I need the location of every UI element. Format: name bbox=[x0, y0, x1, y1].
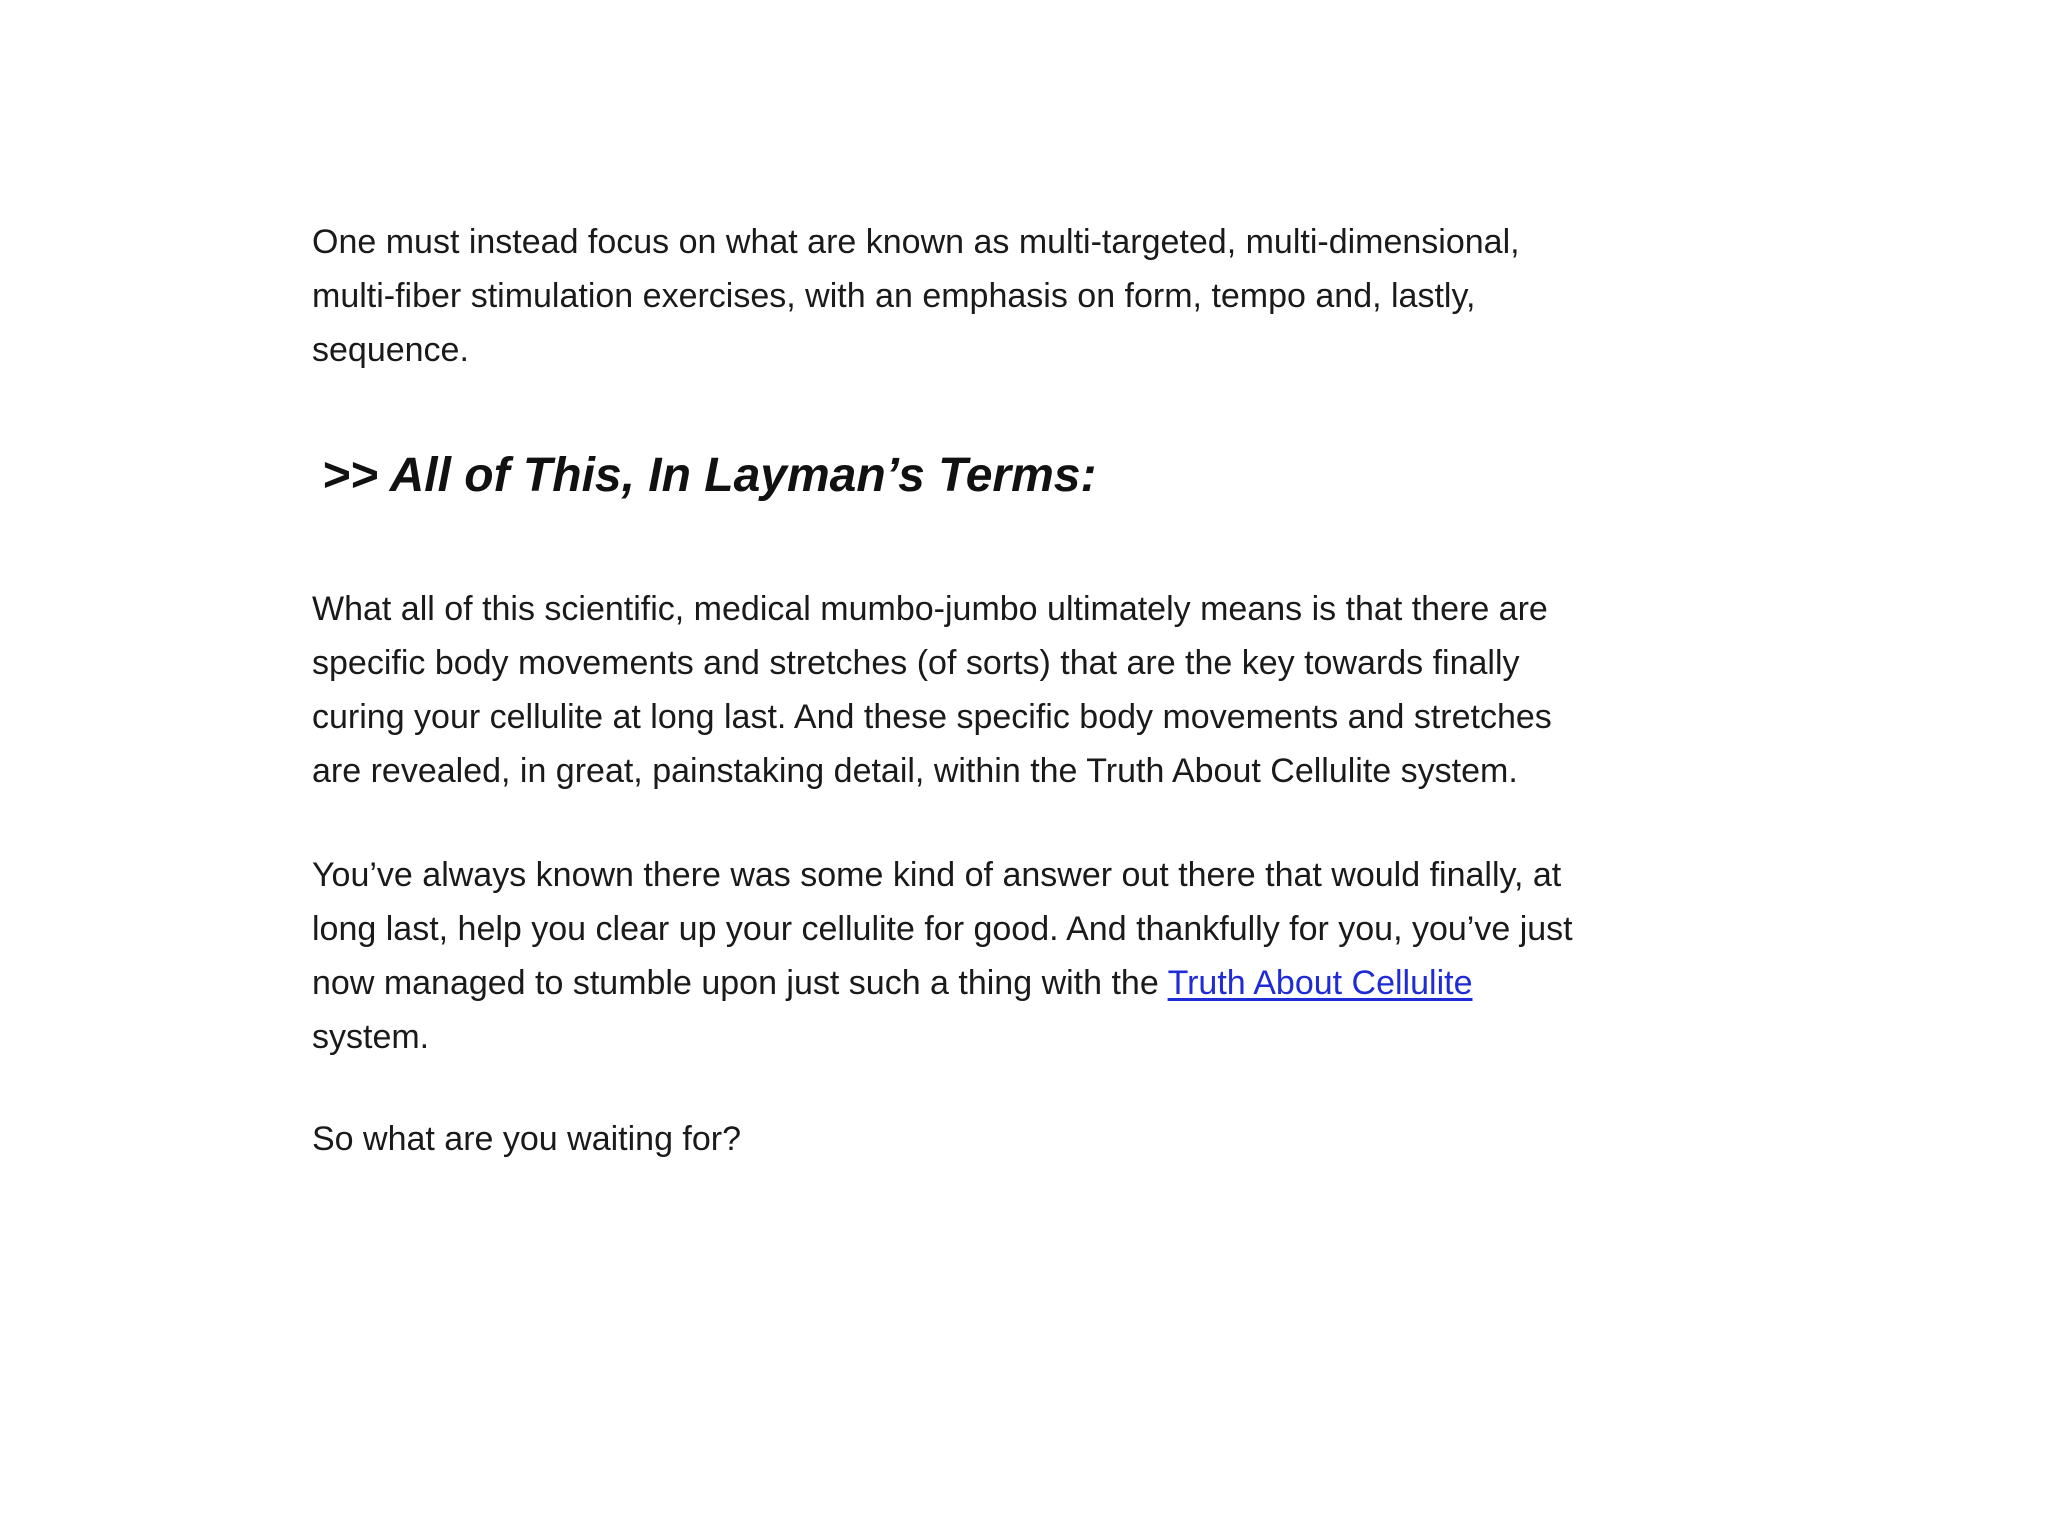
paragraph-closing-question: So what are you waiting for? bbox=[312, 1120, 742, 1158]
paragraph-intro bbox=[312, 215, 1812, 377]
paragraph-line: You’ve always known there was some kind of answer out there that would finally, at bbox=[312, 856, 1562, 894]
paragraph-line-prefix: now managed to stumble upon just such a thing with the bbox=[312, 964, 1168, 1002]
paragraph-line: multi-fiber stimulation exercises, with an emphasis on form, tempo and, lastly, bbox=[312, 277, 1476, 315]
paragraph-line: What all of this scientific, medical mumbo-jumbo ultimately means is that there are bbox=[312, 590, 1548, 628]
paragraph-answer bbox=[312, 848, 1812, 1064]
paragraph-line bbox=[312, 956, 1812, 1010]
paragraph-line: curing your cellulite at long last. And these specific body movements and stretches bbox=[312, 698, 1552, 736]
paragraph-line: sequence. bbox=[312, 331, 469, 369]
paragraph-line: long last, help you clear up your cellulite for good. And thankfully for you, you’ve just bbox=[312, 910, 1573, 948]
paragraph-line: specific body movements and stretches (of sorts) that are the key towards finally bbox=[312, 644, 1520, 682]
section-heading: >> All of This, In Layman’s Terms: bbox=[322, 449, 1097, 502]
truth-about-cellulite-link[interactable]: Truth About Cellulite bbox=[1167, 964, 1473, 1002]
paragraph-line: system. bbox=[312, 1018, 430, 1056]
paragraph-explanation bbox=[312, 582, 1812, 798]
paragraph-line: are revealed, in great, painstaking detail, within the Truth About Cellulite system. bbox=[312, 752, 1518, 790]
paragraph-line: One must instead focus on what are known as multi-targeted, multi-dimensional, bbox=[312, 223, 1520, 261]
